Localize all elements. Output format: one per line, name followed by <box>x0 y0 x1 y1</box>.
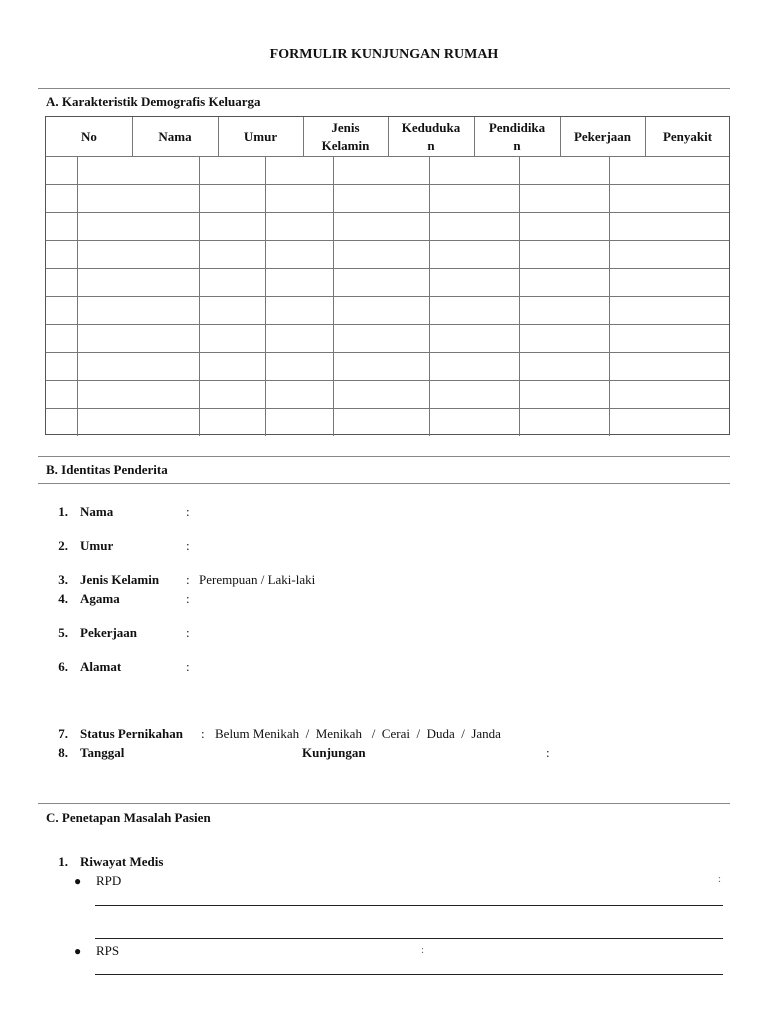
header-divider <box>303 117 304 156</box>
column-header-pekerjaan: Pekerjaan <box>573 128 632 144</box>
nama-colon: : <box>186 504 190 519</box>
rps-answer-line <box>95 974 723 975</box>
column-header-kedudukan: Keduduka n <box>401 119 461 153</box>
header-divider <box>132 117 133 156</box>
header-divider <box>388 117 389 156</box>
item-number: 1. <box>58 504 68 519</box>
pekerjaan-label: Pekerjaan <box>80 625 138 640</box>
table-row-line <box>46 156 729 157</box>
jenis-kelamin-label: Jenis Kelamin <box>80 572 160 587</box>
rpd-answer-line <box>95 905 723 906</box>
rpd-label: RPD <box>96 873 122 888</box>
header-divider <box>560 117 561 156</box>
tanggal-kunjungan-colon: : <box>546 745 550 760</box>
agama-label: Agama <box>80 591 120 606</box>
header-divider <box>645 117 646 156</box>
section-c-top-rule <box>38 803 730 804</box>
item-number: 3. <box>58 572 68 587</box>
nama-label: Nama <box>80 504 114 519</box>
column-header-penyakit: Penyakit <box>662 128 713 144</box>
table-row-line <box>46 408 729 409</box>
column-header-nama: Nama <box>158 128 192 144</box>
section-c-heading: C. Penetapan Masalah Pasien <box>46 810 211 825</box>
table-row-line <box>46 268 729 269</box>
tanggal-label: Tanggal <box>80 745 125 760</box>
item-number: 1. <box>58 854 68 869</box>
column-header-no: No <box>81 128 97 144</box>
umur-label: Umur <box>80 538 114 553</box>
table-row-line <box>46 296 729 297</box>
rps-colon: : <box>421 944 425 956</box>
rps-label: RPS <box>96 943 120 958</box>
table-row-line <box>46 240 729 241</box>
header-divider <box>474 117 475 156</box>
demographics-table <box>45 116 730 435</box>
item-number: 8. <box>58 745 68 760</box>
status-pernikahan-label: Status Pernikahan <box>80 726 183 741</box>
section-a-heading: A. Karakteristik Demografis Keluarga <box>46 94 261 109</box>
item-number: 6. <box>58 659 68 674</box>
table-row-line <box>46 352 729 353</box>
jenis-kelamin-value: Perempuan / Laki-laki <box>199 572 316 587</box>
agama-colon: : <box>186 591 190 606</box>
alamat-colon: : <box>186 659 190 674</box>
rpd-colon: : <box>718 873 722 885</box>
item-number: 7. <box>58 726 68 741</box>
table-row-line <box>46 324 729 325</box>
item-number: 2. <box>58 538 68 553</box>
rpd-answer-line <box>95 938 723 939</box>
form-title: FORMULIR KUNJUNGAN RUMAH <box>269 47 499 62</box>
jenis-kelamin-colon: : <box>186 572 190 587</box>
pekerjaan-colon: : <box>186 625 190 640</box>
item-number: 4. <box>58 591 68 606</box>
section-b-top-rule <box>38 456 730 457</box>
riwayat-medis-heading: Riwayat Medis <box>80 854 164 869</box>
item-number: 5. <box>58 625 68 640</box>
table-row-line <box>46 380 729 381</box>
header-divider <box>218 117 219 156</box>
status-pernikahan-colon: : <box>201 726 205 741</box>
table-row-line <box>46 184 729 185</box>
column-header-jenis-kelamin: Jenis Kelamin <box>321 119 370 153</box>
status-pernikahan-value: Belum Menikah / Menikah / Cerai / Duda / Janda <box>215 726 501 741</box>
column-header-umur: Umur <box>243 128 278 144</box>
alamat-label: Alamat <box>80 659 122 674</box>
bullet-icon: ● <box>74 944 82 958</box>
section-a-top-rule <box>38 88 730 89</box>
section-b-heading: B. Identitas Penderita <box>46 462 168 477</box>
section-b-bottom-rule <box>38 483 730 484</box>
table-row-line <box>46 212 729 213</box>
bullet-icon: ● <box>74 874 82 888</box>
column-header-pendidikan: Pendidika n <box>488 119 546 153</box>
kunjungan-label: Kunjungan <box>302 745 366 760</box>
umur-colon: : <box>186 538 190 553</box>
